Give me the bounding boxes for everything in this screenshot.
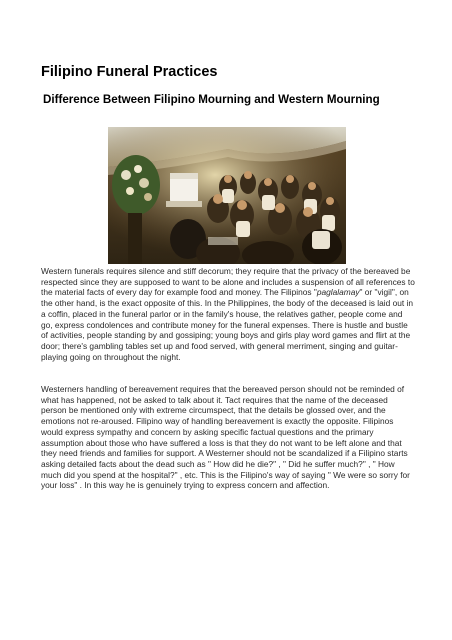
term-paglalamay: paglalamay — [316, 287, 360, 298]
paragraph-bereavement-handling: Westerners handling of bereavement requires that the bereaved person should not be reminded of what has happened, not be asked to talk about it. Tact requires that the name of the deceased person be mentioned only with extreme circumspect, that the details be glossed over, and the emotions not re-aroused. Filipino way of handling bereavement is exactly the opposite. Filipinos would express sympathy and concern by asking specific factual questions and the primary assumption about those who have suffered a loss is that they do not want to be left alone and that they need friends and families for support. A Westerner should not be scandalized if a Filipino starts asking detailed facts about the dead such as " How did he die?" , " Did he suffer much?" , " How much did you spend at the hospital?" , etc. This is the Filipino's way of saying " We were so sorry for your loss" . In this way he is genuinely trying to express concern and affection. — [41, 384, 410, 491]
page-subtitle: Difference Between Filipino Mourning and Western Mourning — [43, 93, 380, 106]
paragraph-1-text-b: " or "vigil", on the other hand, is the exact opposite of this. In the Philippines, the body of the deceased is laid out in a coffin, placed in the funeral parlor or in the family's house, the relatives gather, people come and go, express condolences and contribute money for the funeral expenses. There is hustle and bustle of activities, people standing by and gossiping; young boys and girls play word games and flirt at the door; there's gambling tables set up and food served, with general merriment, singing and guitar-playing going on throughout the night. — [41, 287, 414, 362]
paragraph-western-funerals — [41, 266, 415, 362]
funeral-vigil-photo — [108, 127, 346, 264]
paragraph-1-text-a: Western funerals requires silence and stiff decorum; they require that the privacy of the bereaved be respected since they are supposed to want to be alone and includes a suspension of all references to the material facts of every day for example food and money. The Filipinos " — [41, 266, 415, 298]
page-title: Filipino Funeral Practices — [41, 64, 218, 80]
